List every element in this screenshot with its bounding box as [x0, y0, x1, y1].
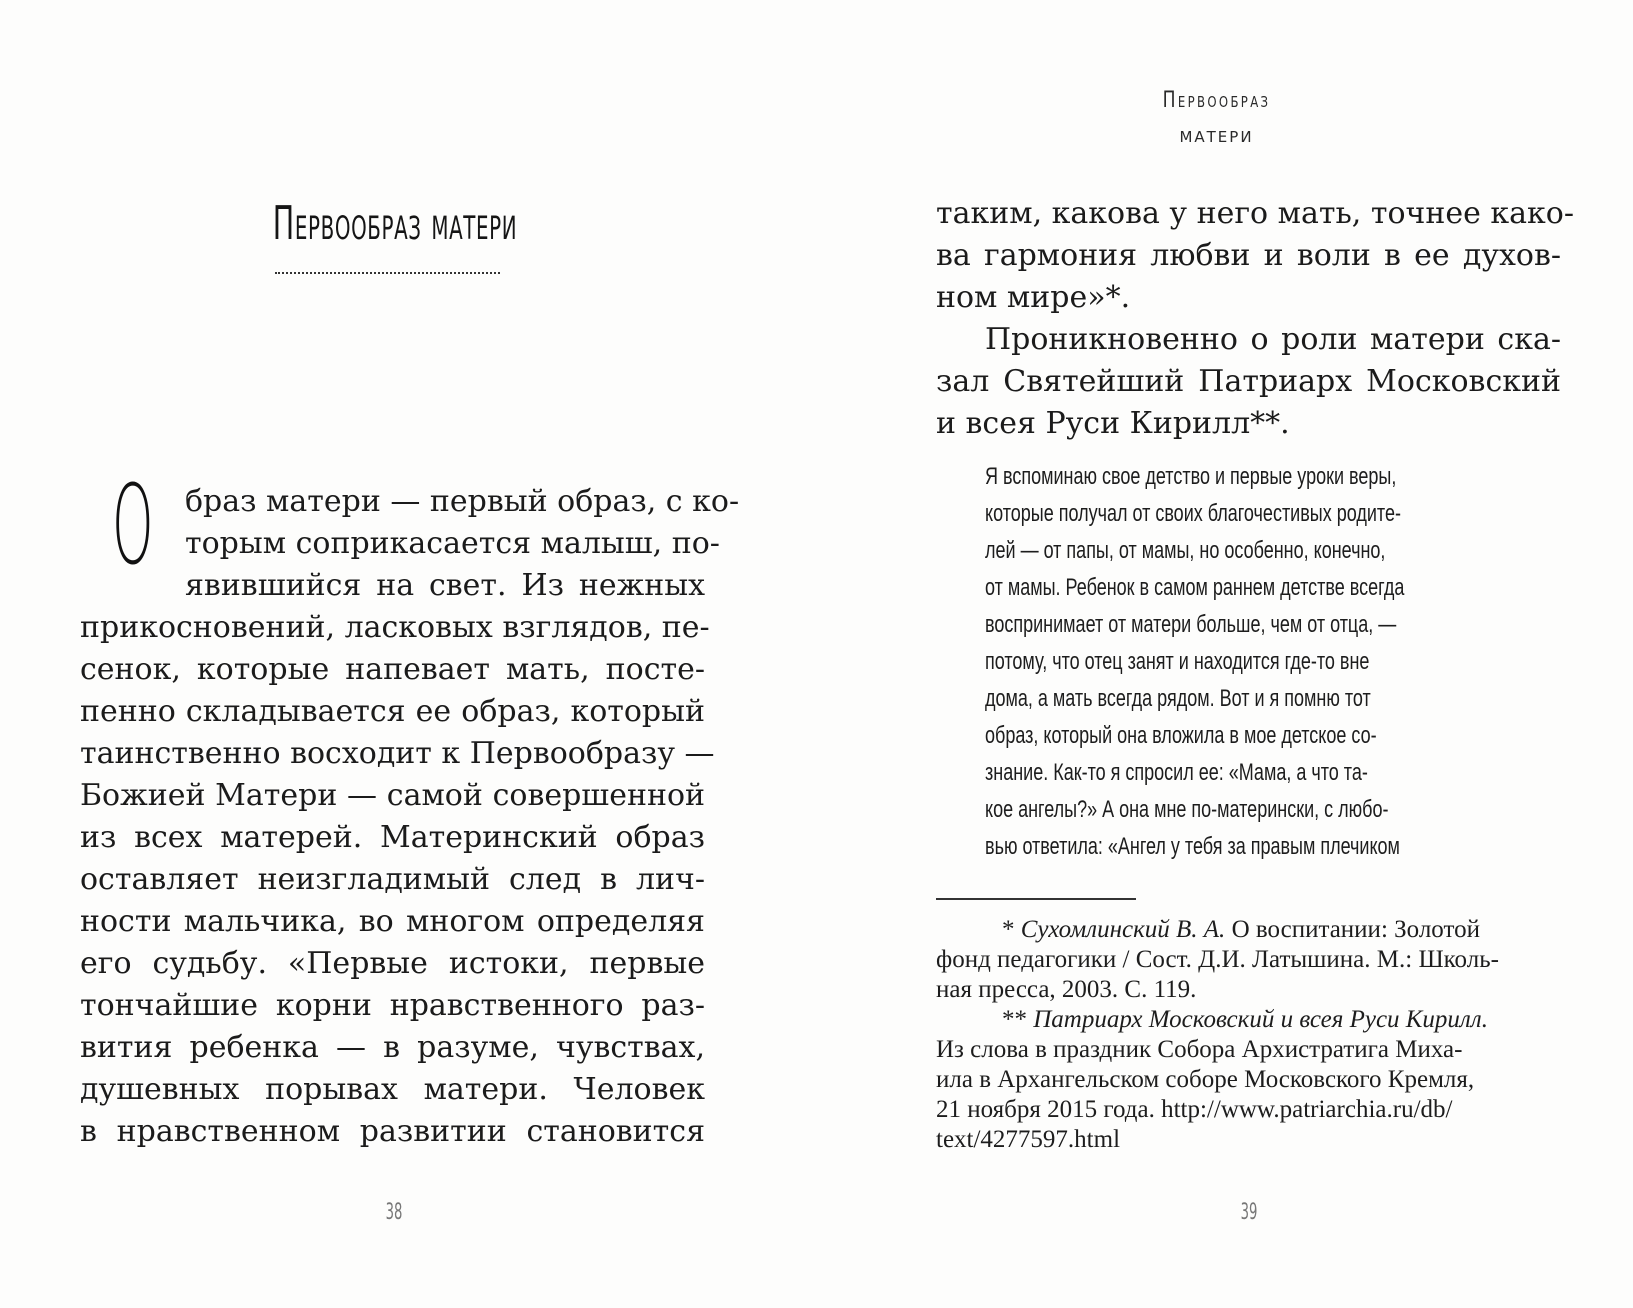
footnote-author: Патриарх Московский и всея Руси Кирилл.: [1033, 1006, 1488, 1033]
running-head-title: Первообраз: [1162, 88, 1271, 113]
text-line: оставляет неизгладимый след в лич-: [80, 862, 705, 897]
footnote-text: О воспитании: Золотой: [1231, 916, 1480, 943]
quote-line: лей — от папы, от мамы, но особенно, конечно,: [985, 537, 1386, 564]
quote-line: дома, а мать всегда рядом. Вот и я помню тот: [985, 685, 1371, 712]
footnote-2-line-3: ила в Архангельском соборе Московского Кремля,: [936, 1066, 1475, 1093]
text-line: ном мире»*.: [936, 280, 1131, 315]
quote-line: знание. Как-то я спросил ее: «Мама, а что та-: [985, 759, 1368, 786]
chapter-title: Первообраз матери: [272, 196, 518, 250]
text-line: тончайшие корни нравственного раз-: [80, 988, 705, 1023]
text-line: душевных порывах матери. Человек: [80, 1072, 705, 1107]
title-dotted-divider: [275, 272, 500, 274]
text-line: таким, какова у него мать, точнее како-: [936, 196, 1574, 231]
drop-cap: О: [112, 461, 154, 589]
text-line: торым соприкасается малыш, по-: [185, 526, 720, 561]
text-line: браз матери — первый образ, с ко-: [185, 484, 740, 519]
text-line: ности мальчика, во многом определяя: [80, 904, 705, 939]
left-page: [0, 0, 800, 1308]
quote-line: от мамы. Ребенок в самом раннем детстве всегда: [985, 574, 1405, 601]
text-line: в нравственном развитии становится: [80, 1114, 705, 1149]
footnote-mark: **: [1002, 1006, 1027, 1033]
text-line: вития ребенка — в разуме, чувствах,: [80, 1030, 705, 1065]
footnote-2-line-1: [1002, 1005, 1488, 1035]
text-line: сенок, которые напевает мать, посте-: [80, 652, 705, 687]
text-line: зал Святейший Патриарх Московский: [936, 364, 1561, 399]
footnote-1-line-1: [1002, 915, 1480, 945]
quote-line: воспринимает от матери больше, чем от отца, —: [985, 611, 1397, 638]
quote-line: кое ангелы?» А она мне по-матерински, с любо-: [985, 796, 1389, 823]
text-line: и всея Руси Кирилл**.: [936, 406, 1290, 441]
page-number-left: 38: [385, 1200, 403, 1225]
footnote-2-line-2: Из слова в праздник Собора Архистратига Миха-: [936, 1036, 1463, 1063]
quote-line: вью ответила: «Ангел у тебя за правым плечиком: [985, 833, 1400, 860]
footnote-author: Сухомлинский В. А.: [1020, 916, 1226, 943]
text-line: таинственно восходит к Первообразу —: [80, 736, 715, 771]
quote-line: Я вспоминаю свое детство и первые уроки веры,: [985, 463, 1397, 490]
text-line: прикосновений, ласковых взглядов, пе-: [80, 610, 710, 645]
text-line: из всех матерей. Материнский образ: [80, 820, 705, 855]
footnote-2-line-4: 21 ноября 2015 года. http://www.patriarchia.ru/db/: [936, 1096, 1453, 1123]
text-line: явившийся на свет. Из нежных: [185, 568, 705, 603]
quote-line: которые получал от своих благочестивых родите-: [985, 500, 1401, 527]
running-head-subtitle: МАТЕРИ: [1179, 128, 1254, 146]
footnote-1-line-3: ная пресса, 2003. С. 119.: [936, 976, 1197, 1003]
footnote-2-line-5: text/4277597.html: [936, 1126, 1121, 1153]
text-line: Проникновенно о роли матери ска-: [985, 322, 1561, 357]
quote-line: потому, что отец занят и находится где-то вне: [985, 648, 1370, 675]
page-number-right: 39: [1240, 1200, 1258, 1225]
quote-line: образ, который она вложила в мое детское со-: [985, 722, 1377, 749]
footnote-1-line-2: фонд педагогики / Сост. Д.И. Латышина. М.: Школь-: [936, 946, 1499, 973]
text-line: пенно складывается ее образ, который: [80, 694, 705, 729]
text-line: ва гармония любви и воли в ее духов-: [936, 238, 1561, 273]
text-line: Божией Матери — самой совершенной: [80, 778, 705, 813]
text-line: его судьбу. «Первые истоки, первые: [80, 946, 705, 981]
footnote-mark: *: [1002, 916, 1015, 943]
footnote-rule: [936, 898, 1136, 900]
